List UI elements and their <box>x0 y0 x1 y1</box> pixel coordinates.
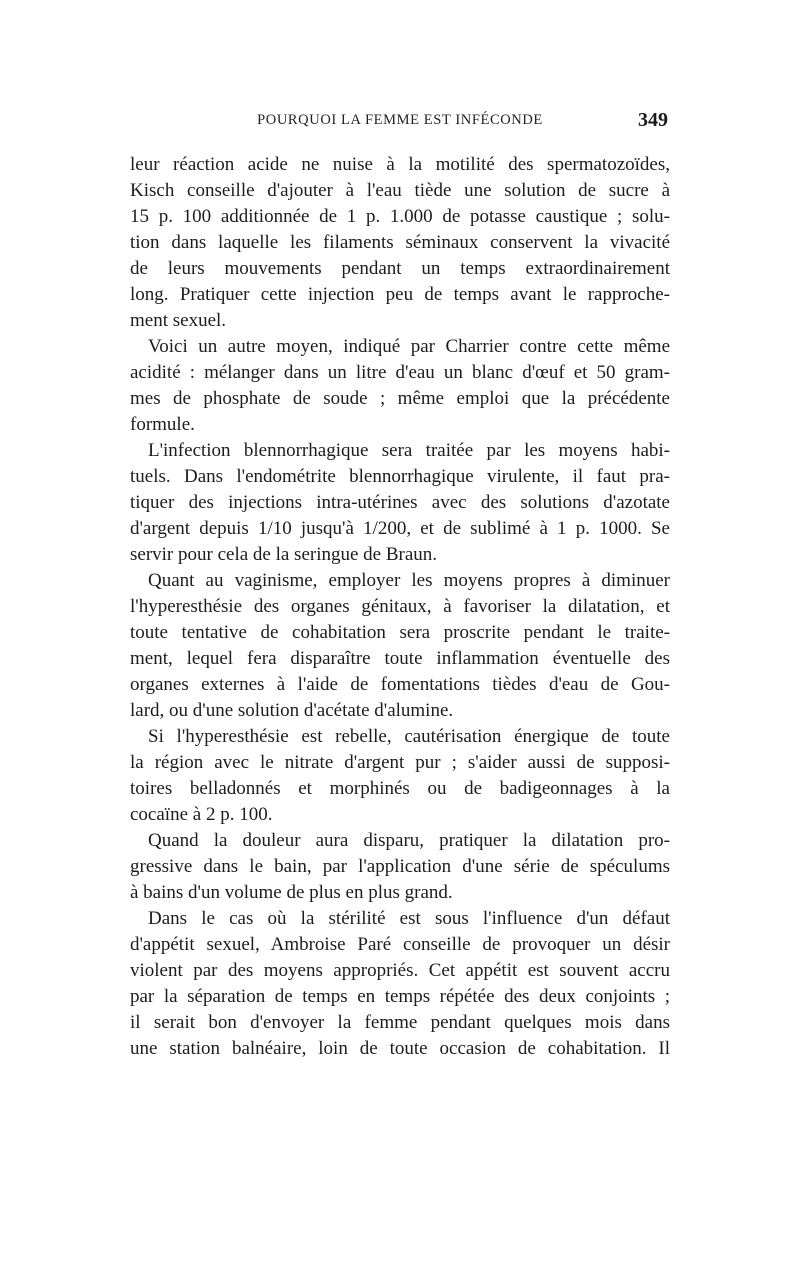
text-line: ment, lequel fera disparaître toute inflammation éventuelle des <box>130 648 670 669</box>
text-line: tiquer des injections intra-utérines avec des solutions d'azotate <box>130 492 670 513</box>
text-line: Voici un autre moyen, indiqué par Charrier contre cette même <box>148 336 670 357</box>
running-header <box>130 109 670 142</box>
text-line: Dans le cas où la stérilité est sous l'influence d'un défaut <box>148 908 670 929</box>
text-line: 15 p. 100 additionnée de 1 p. 1.000 de potasse caustique ; solu- <box>130 206 670 227</box>
text-line: d'appétit sexuel, Ambroise Paré conseille de provoquer un désir <box>130 934 670 955</box>
text-line: toires belladonnés et morphinés ou de badigeonnages à la <box>130 778 670 799</box>
text-line: d'argent depuis 1/10 jusqu'à 1/200, et de sublimé à 1 p. 1000. Se <box>130 518 670 539</box>
text-line: mes de phosphate de soude ; même emploi que la précédente <box>130 388 670 409</box>
text-line: lard, ou d'une solution d'acétate d'alumine. <box>130 700 454 721</box>
text-line: violent par des moyens appropriés. Cet appétit est souvent accru <box>130 960 670 981</box>
page-number: 349 <box>638 109 668 131</box>
text-line: ment sexuel. <box>130 310 227 331</box>
text-line: tuels. Dans l'endométrite blennorrhagique virulente, il faut pra- <box>130 466 670 487</box>
text-line: une station balnéaire, loin de toute occasion de cohabitation. Il <box>130 1038 670 1059</box>
text-line: par la séparation de temps en temps répétée des deux conjoints ; <box>130 986 670 1007</box>
text-line: formule. <box>130 414 195 435</box>
text-line: la région avec le nitrate d'argent pur ; s'aider aussi de supposi- <box>130 752 670 773</box>
text-line: tion dans laquelle les filaments séminaux conservent la vivacité <box>130 232 670 253</box>
text-line: toute tentative de cohabitation sera proscrite pendant le traite- <box>130 622 670 643</box>
text-line: il serait bon d'envoyer la femme pendant quelques mois dans <box>130 1012 670 1033</box>
text-line: Quand la douleur aura disparu, pratiquer la dilatation pro- <box>148 830 670 851</box>
text-line: servir pour cela de la seringue de Braun. <box>130 544 438 565</box>
text-line: gressive dans le bain, par l'application d'une série de spéculums <box>130 856 670 877</box>
text-line: Si l'hyperesthésie est rebelle, cautérisation énergique de toute <box>148 726 670 747</box>
text-line: long. Pratiquer cette injection peu de temps avant le rapproche- <box>130 284 670 305</box>
text-line: à bains d'un volume de plus en plus grand. <box>130 882 453 903</box>
text-line: L'infection blennorrhagique sera traitée par les moyens habi- <box>148 440 670 461</box>
text-line: de leurs mouvements pendant un temps extraordinairement <box>130 258 670 279</box>
text-line: acidité : mélanger dans un litre d'eau un blanc d'œuf et 50 gram- <box>130 362 670 383</box>
text-line: cocaïne à 2 p. 100. <box>130 804 273 825</box>
text-line: l'hyperesthésie des organes génitaux, à favoriser la dilatation, et <box>130 596 670 617</box>
text-line: Quant au vaginisme, employer les moyens propres à diminuer <box>148 570 670 591</box>
text-line: organes externes à l'aide de fomentations tièdes d'eau de Gou- <box>130 674 670 695</box>
text-line: leur réaction acide ne nuise à la motilité des spermatozoïdes, <box>130 154 670 175</box>
text-line: Kisch conseille d'ajouter à l'eau tiède une solution de sucre à <box>130 180 670 201</box>
body-text <box>130 152 670 1062</box>
running-title: POURQUOI LA FEMME EST INFÉCONDE <box>257 112 543 128</box>
